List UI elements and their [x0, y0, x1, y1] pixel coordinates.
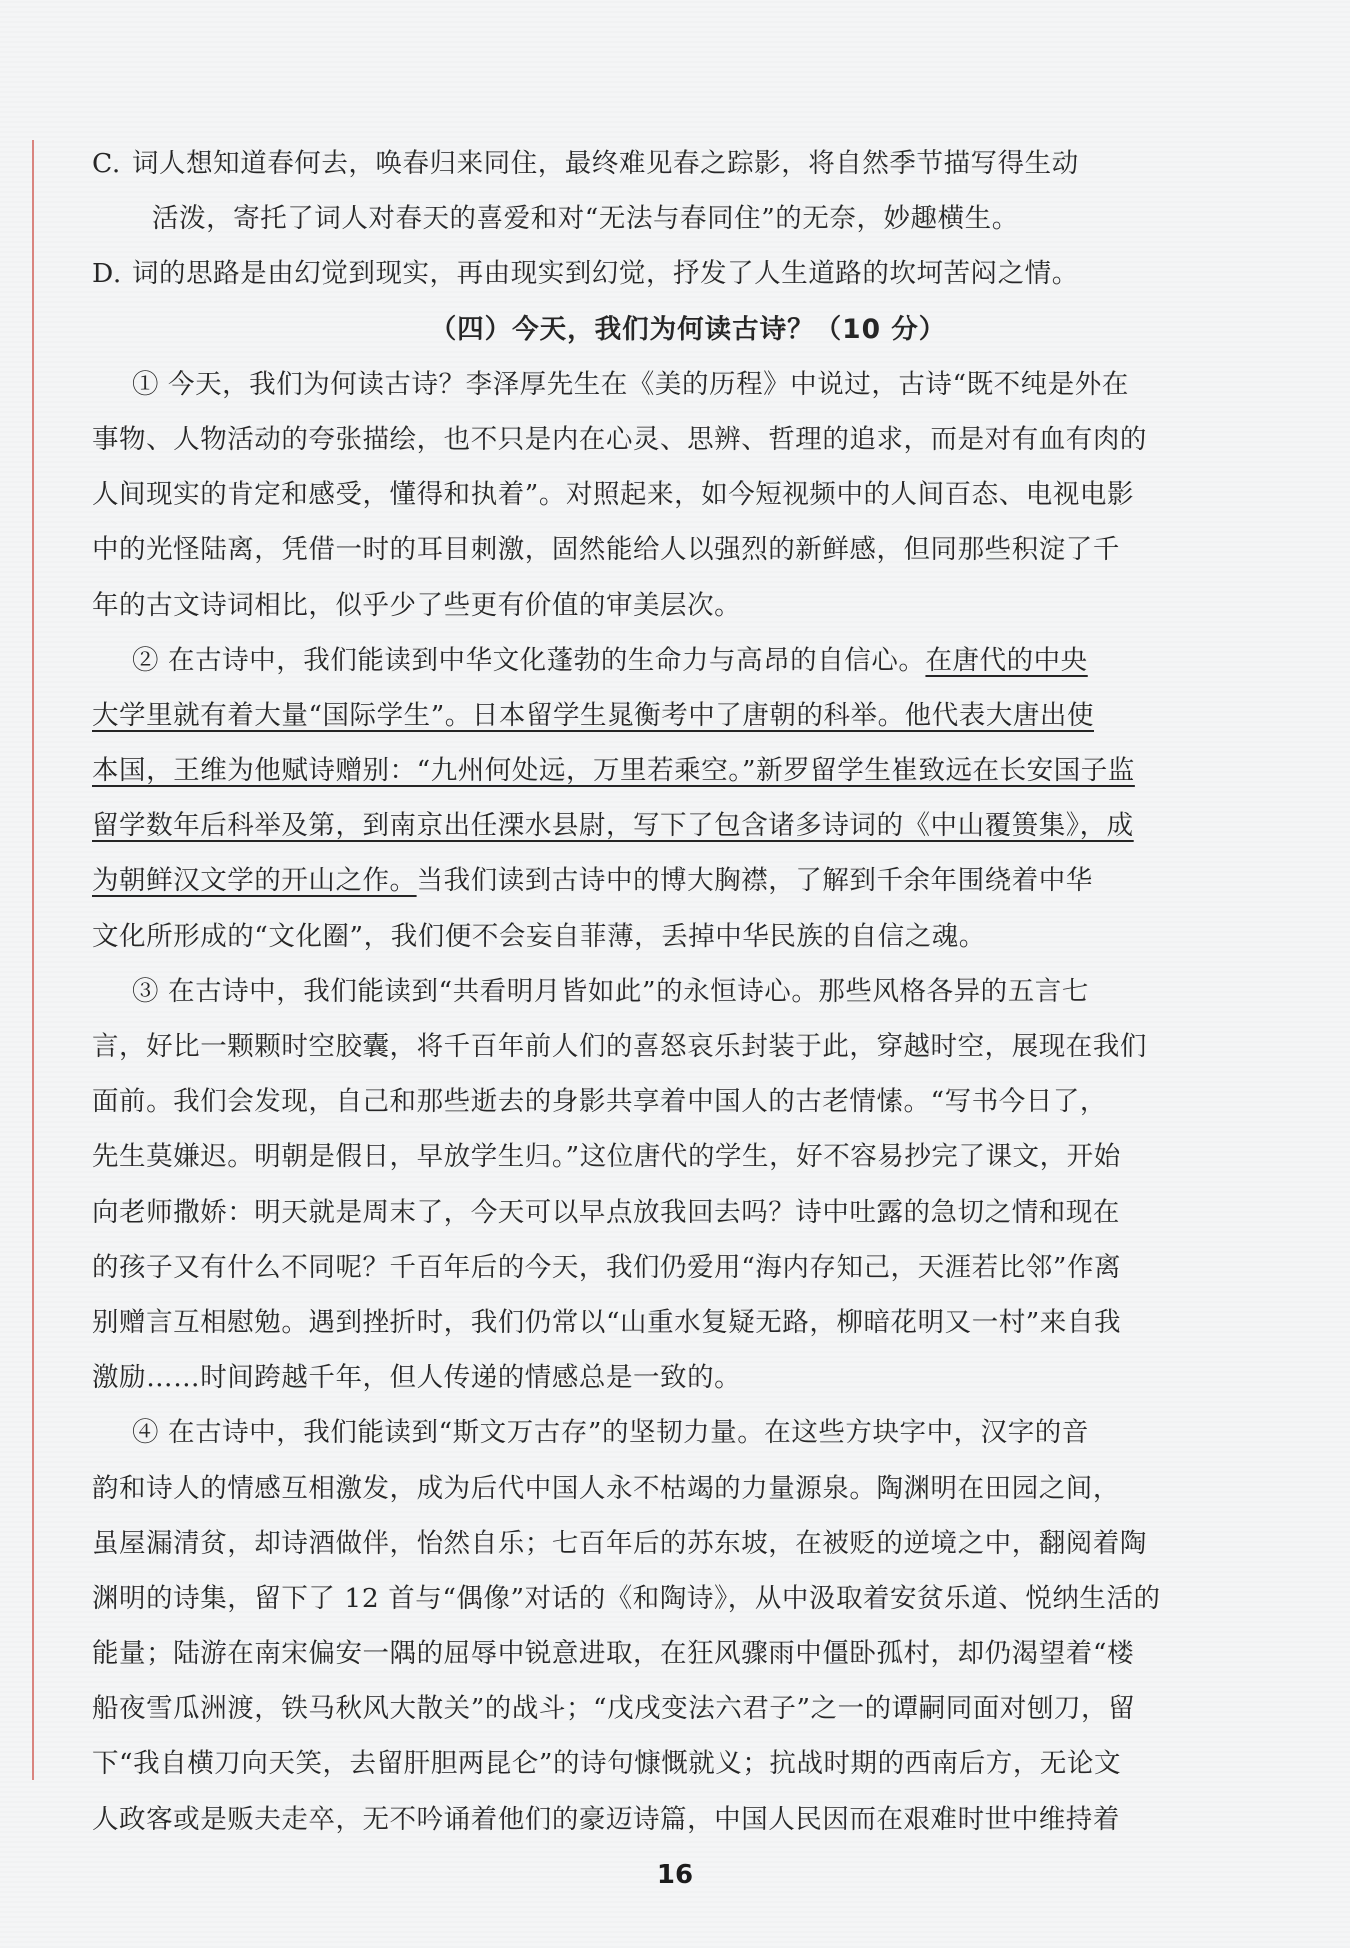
p2-underlined-1: 在唐代的中央	[925, 644, 1088, 676]
p4-line-3: 虽屋漏清贫，却诗酒做伴，怡然自乐；七百年后的苏东坡，在被贬的逆境之中，翻阅着陶	[92, 1527, 1147, 1559]
p4-line-2: 韵和诗人的情感互相激发，成为后代中国人永不枯竭的力量源泉。陶渊明在田园之间，	[92, 1472, 1120, 1504]
option-d-label: D.	[92, 258, 122, 290]
p3-line-2: 言，好比一颗颗时空胶囊，将千百年前人们的喜怒哀乐封装于此，穿越时空，展现在我们	[92, 1031, 1147, 1062]
p2-line-5	[92, 853, 1284, 908]
p3-line-5: 向老师撒娇：明天就是周末了，今天可以早点放我回去吗？诗中吐露的急切之情和现在	[92, 1196, 1120, 1228]
p1-line-1: ① 今天，我们为何读古诗？李泽厚先生在《美的历程》中说过，古诗“既不纯是外在	[132, 368, 1129, 400]
p4-line-7: 下“我自横刀向天笑，去留肝胆两昆仑”的诗句慷慨就义；抗战时期的西南后方，无论文	[92, 1748, 1122, 1780]
p2-line-2	[92, 688, 1284, 743]
p2-underlined-2: 大学里就有着大量“国际学生”。日本留学生晁衡考中了唐朝的科举。他代表大唐出使	[92, 699, 1094, 731]
p2-underlined-4: 留学数年后科举及第，到南京出任溧水县尉，写下了包含诸多诗词的《中山覆篑集》，成	[92, 810, 1134, 842]
option-c-label: C.	[92, 148, 121, 179]
p4-line-1: ④ 在古诗中，我们能读到“斯文万古存”的坚韧力量。在这些方块字中，汉字的音	[132, 1417, 1089, 1449]
p3-line-4: 先生莫嫌迟。明朝是假日，早放学生归。”这位唐代的学生，好不容易抄完了课文，开始	[92, 1141, 1121, 1173]
option-c-line-2: 活泼，寄托了词人对春天的喜爱和对“无法与春同住”的无奈，妙趣横生。	[152, 203, 1019, 235]
page-body	[92, 136, 1284, 1847]
p2-text-plain-5: 当我们读到古诗中的博大胸襟，了解到千余年围绕着中华	[416, 865, 1093, 897]
option-d-line-1	[92, 246, 1284, 301]
p2-line-6: 文化所形成的“文化圈”，我们便不会妄自菲薄，丢掉中华民族的自信之魂。	[92, 920, 986, 952]
p3-line-3: 面前。我们会发现，自己和那些逝去的身影共享着中国人的古老情愫。“写书今日了，	[92, 1086, 1107, 1118]
section-title: （四）今天，我们为何读古诗？（10 分）	[429, 313, 947, 345]
p3-line-7: 别赠言互相慰勉。遇到挫折时，我们仍常以“山重水复疑无路，柳暗花明又一村”来自我	[92, 1306, 1122, 1338]
p3-line-6: 的孩子又有什么不同呢？千百年后的今天，我们仍爱用“海内存知己，天涯若比邻”作离	[92, 1251, 1122, 1283]
p1-line-4: 中的光怪陆离，凭借一时的耳目刺激，固然能给人以强烈的新鲜感，但同那些积淀了千	[92, 534, 1120, 566]
p2-underlined-5: 为朝鲜汉文学的开山之作。	[92, 865, 417, 897]
page-number: 16	[656, 1860, 694, 1890]
p2-text-plain-1: ② 在古诗中，我们能读到中华文化蓬勃的生命力与高昂的自信心。	[132, 644, 926, 676]
option-c-text-1: 词人想知道春何去，唤春归来同住，最终难见春之踪影，将自然季节描写得生动	[132, 148, 1079, 179]
p2-line-3	[92, 743, 1284, 798]
p2-line-4	[92, 798, 1284, 853]
p1-line-3: 人间现实的肯定和感受，懂得和执着”。对照起来，如今短视频中的人间百态、电视电影	[92, 479, 1134, 511]
p4-line-5: 能量；陆游在南宋偏安一隅的屈辱中锐意进取，在狂风骤雨中僵卧孤村，却仍渴望着“楼	[92, 1638, 1134, 1670]
p4-line-4: 渊明的诗集，留下了 12 首与“偶像”对话的《和陶诗》，从中汲取着安贫乐道、悦纳生活的	[92, 1582, 1161, 1614]
margin-rule	[32, 140, 34, 1780]
p2-underlined-3: 本国，王维为他赋诗赠别：“九州何处远，万里若乘空。”新罗留学生崔致远在长安国子监	[92, 755, 1135, 787]
p4-line-6: 船夜雪瓜洲渡，铁马秋风大散关”的战斗；“戊戌变法六君子”之一的谭嗣同面对刨刀，留	[92, 1693, 1136, 1725]
p1-line-5: 年的古文诗词相比，似乎少了些更有价值的审美层次。	[92, 589, 742, 621]
p4-line-8: 人政客或是贩夫走卒，无不吟诵着他们的豪迈诗篇，中国人民因而在艰难时世中维持着	[92, 1803, 1120, 1835]
p3-line-1: ③ 在古诗中，我们能读到“共看明月皆如此”的永恒诗心。那些风格各异的五言七	[132, 975, 1089, 1007]
option-d-text-1: 词的思路是由幻觉到现实，再由现实到幻觉，抒发了人生道路的坎坷苦闷之情。	[132, 258, 1079, 290]
p1-line-2: 事物、人物活动的夸张描绘，也不只是内在心灵、思辨、哲理的追求，而是对有血有肉的	[92, 423, 1147, 455]
option-c-line-1	[92, 136, 1284, 191]
p3-line-8: 激励……时间跨越千年，但人传递的情感总是一致的。	[92, 1362, 742, 1394]
p2-line-1	[92, 633, 1284, 688]
